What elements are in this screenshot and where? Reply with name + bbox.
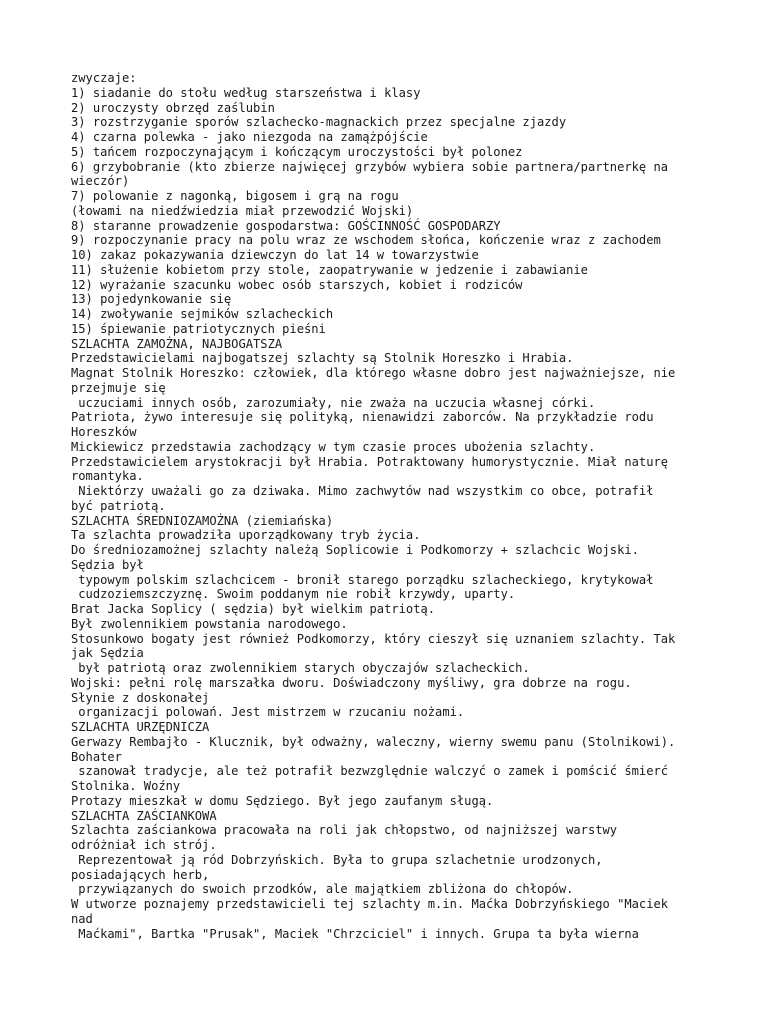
text-line: wieczór) <box>71 174 130 189</box>
text-line: SZLACHTA ŚREDNIOZAMOŻNA (ziemiańska) <box>71 513 334 528</box>
text-line: 10) zakaz pokazywania dziewczyn do lat 14 w towarzystwie <box>71 248 479 262</box>
text-line: Był zwolennikiem powstania narodowego. <box>71 616 348 631</box>
text-line: przejmuje się <box>71 380 166 395</box>
text-line: SZLACHTA ZAMOŻNA, NAJBOGATSZA <box>71 336 283 351</box>
text-line: 5) tańcem rozpoczynającym i kończącym uroczystości był polonez <box>71 144 523 159</box>
text-line: zwyczaje: <box>71 71 137 85</box>
text-line: przywiązanych do swoich przodków, ale majątkiem zbliżona do chłopów. <box>71 882 574 897</box>
text-line: Ta szlachta prowadziła uporządkowany tryb życia. <box>71 528 421 543</box>
text-line: Do średniozamożnej szlachty należą Soplicowie i Podkomorzy + szlachcic Wojski. <box>71 543 639 557</box>
text-line: Mickiewicz przedstawia zachodzący w tym czasie proces ubożenia szlachty. <box>71 439 596 454</box>
text-line: Magnat Stolnik Horeszko: człowiek, dla którego własne dobro jest najważniejsze, nie <box>71 366 676 380</box>
text-line: Sędzia był <box>71 557 144 572</box>
text-line: 1) siadanie do stołu według starszeństwa i klasy <box>71 85 421 100</box>
text-line: szanował tradycje, ale też potrafił bezwzględnie walczyć o zamek i pomścić śmierć <box>71 764 669 779</box>
text-line: organizacji polowań. Jest mistrzem w rzucaniu nożami. <box>71 705 465 720</box>
text-line: typowym polskim szlachcicem - bronił starego porządku szlacheckiego, krytykował <box>71 572 654 587</box>
text-line: 11) służenie kobietom przy stole, zaopatrywanie w jedzenie i zabawianie <box>71 262 588 277</box>
text-line: Brat Jacka Soplicy ( sędzia) był wielkim patriotą. <box>71 602 436 616</box>
text-line: 4) czarna polewka - jako niezgoda na zamążpójście <box>71 130 428 144</box>
text-line: Protazy mieszkał w domu Sędziego. Był jego zaufanym sługą. <box>71 793 494 808</box>
text-line: 3) rozstrzyganie sporów szlachecko-magnackich przez specjalne zjazdy <box>71 115 567 130</box>
text-line: Patriota, żywo interesuje się polityką, nienawidzi zaborców. Na przykładzie rodu <box>71 410 654 425</box>
text-line: W utworze poznajemy przedstawicieli tej szlachty m.in. Maćka Dobrzyńskiego "Maciek <box>71 897 669 911</box>
text-line: uczuciami innych osób, zarozumiały, nie zważa na uczucia własnej córki. <box>71 395 596 410</box>
text-line: cudzoziemszczyznę. Swoim poddanym nie robił krzywdy, uparty. <box>71 587 516 602</box>
text-line: być patriotą. <box>71 498 166 513</box>
text-line: posiadających herb, <box>71 867 210 882</box>
text-line: 12) wyrażanie szacunku wobec osób starszych, kobiet i rodziców <box>71 277 523 292</box>
text-line: SZLACHTA ZAŚCIANKOWA <box>71 808 217 823</box>
text-line: 7) polowanie z nagonką, bigosem i grą na rogu <box>71 189 399 203</box>
text-line: Reprezentował ją ród Dobrzyńskich. Była to grupa szlachetnie urodzonych, <box>71 852 603 867</box>
text-line: był patriotą oraz zwolennikiem starych obyczajów szlacheckich. <box>71 661 530 675</box>
text-line: Szlachta zaściankowa pracowała na roli jak chłopstwo, od najniższej warstwy <box>71 823 618 838</box>
text-line: nad <box>71 911 93 926</box>
text-line: 9) rozpoczynanie pracy na polu wraz ze wschodem słońca, kończenie wraz z zachodem <box>71 233 661 248</box>
text-line: 15) śpiewanie patriotycznych pieśni <box>71 321 326 336</box>
text-line: Wojski: pełni rolę marszałka dworu. Doświadczony myśliwy, gra dobrze na rogu. <box>71 675 632 690</box>
text-line: SZLACHTA URZĘDNICZA <box>71 720 210 734</box>
text-line: jak Sędzia <box>71 646 144 661</box>
document-text <box>71 71 721 941</box>
text-line: odróżniał ich strój. <box>71 838 217 852</box>
text-line: Bohater <box>71 749 122 764</box>
text-line: 14) zwoływanie sejmików szlacheckich <box>71 307 334 321</box>
text-line: (łowami na niedźwiedzia miał przewodzić Wojski) <box>71 203 414 218</box>
text-line: Gerwazy Rembajło - Klucznik, był odważny, waleczny, wierny swemu panu (Stolnikowi). <box>71 734 676 749</box>
text-line: Słynie z doskonałej <box>71 690 210 705</box>
text-line: Horeszków <box>71 425 137 439</box>
text-line: Przedstawicielami najbogatszej szlachty są Stolnik Horeszko i Hrabia. <box>71 351 574 366</box>
text-line: Stolnika. Woźny <box>71 779 181 793</box>
text-line: 2) uroczysty obrzęd zaślubin <box>71 100 275 115</box>
text-line: Niektórzy uważali go za dziwaka. Mimo zachwytów nad wszystkim co obce, potrafił <box>71 484 654 498</box>
text-line: 13) pojedynkowanie się <box>71 292 232 307</box>
text-line: Maćkami", Bartka "Prusak", Maciek "Chrzciciel" i innych. Grupa ta była wierna <box>71 926 639 941</box>
text-line: 6) grzybobranie (kto zbierze najwięcej grzybów wybiera sobie partnera/partnerkę na <box>71 159 669 174</box>
text-line: Stosunkowo bogaty jest również Podkomorzy, który cieszył się uznaniem szlachty. Tak <box>71 631 676 646</box>
text-line: 8) staranne prowadzenie gospodarstwa: GOŚCINNOŚĆ GOSPODARZY <box>71 218 501 233</box>
text-line: romantyka. <box>71 469 144 484</box>
text-line: Przedstawicielem arystokracji był Hrabia. Potraktowany humorystycznie. Miał naturę <box>71 454 669 469</box>
